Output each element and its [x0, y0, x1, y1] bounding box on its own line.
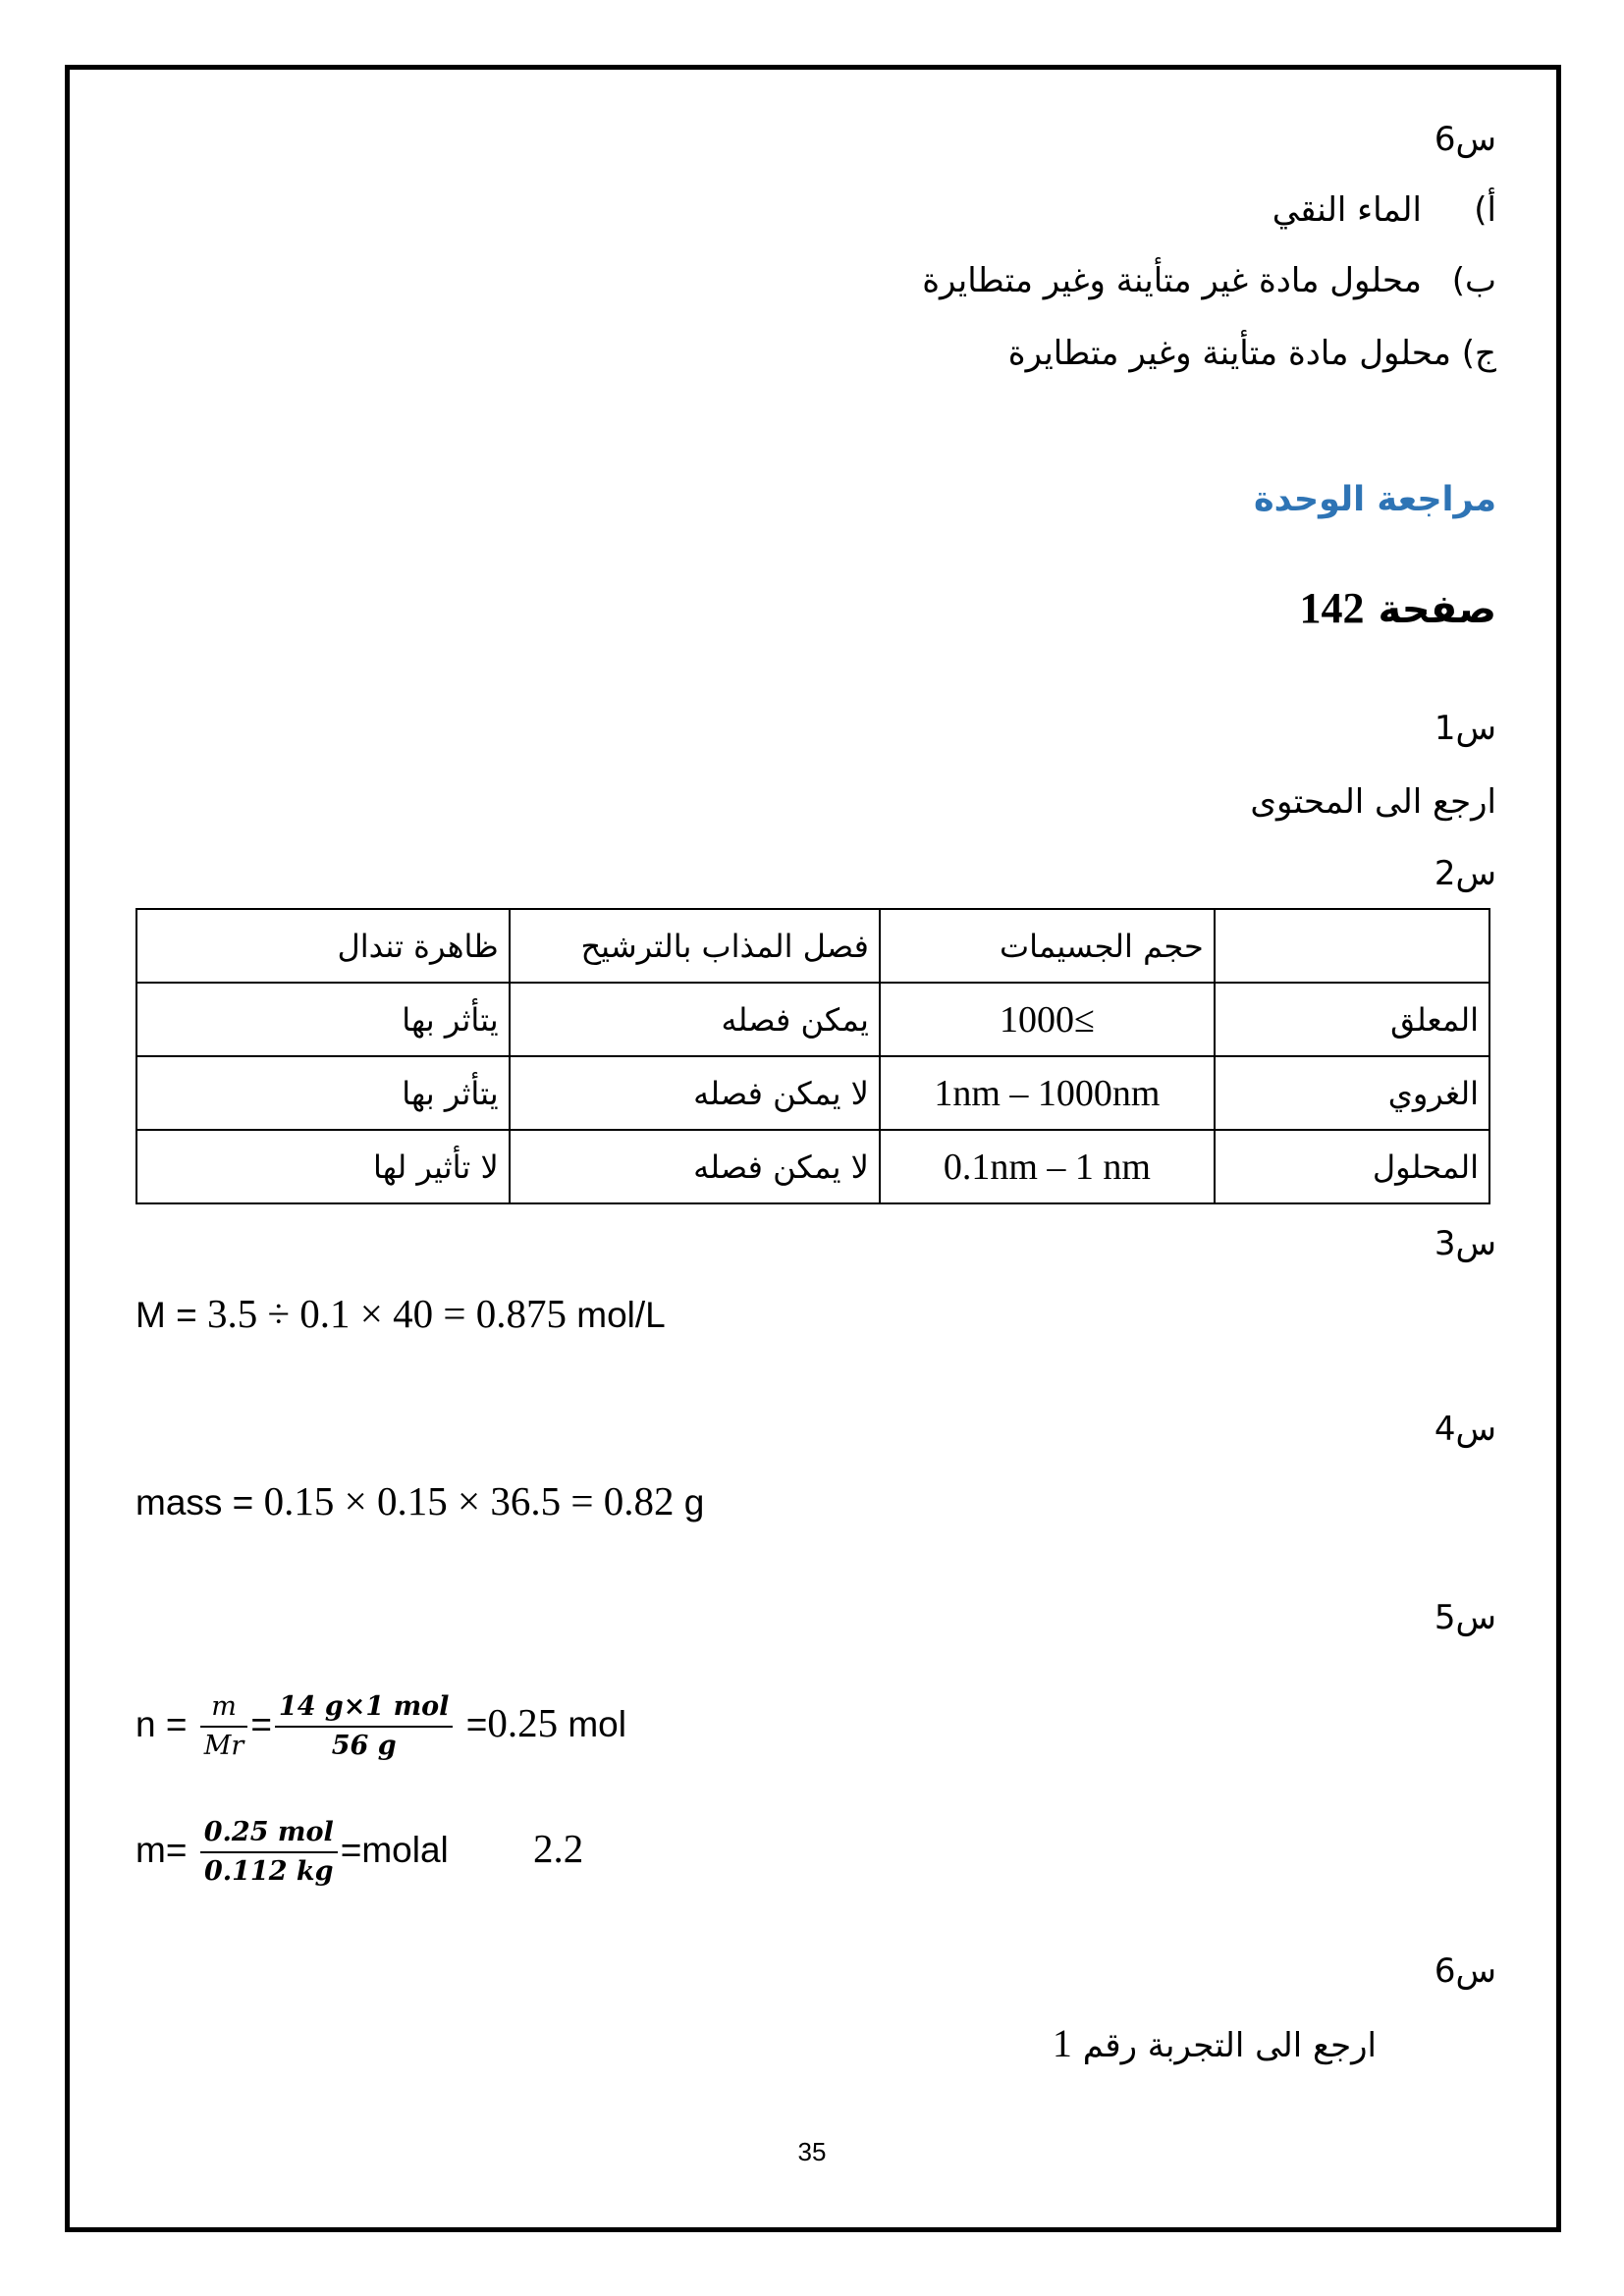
comparison-table — [135, 908, 1490, 1204]
table-header-row — [136, 909, 1489, 983]
q3-expression: 3.5 ÷ 0.1 × 40 = 0.875 — [207, 1291, 567, 1336]
question-1-label: س1 — [1434, 709, 1496, 748]
q3-lhs: M = — [135, 1295, 197, 1335]
q5-m-value: 2.2 — [533, 1825, 584, 1871]
question-4-label: س4 — [1434, 1410, 1496, 1449]
table-cell: لا تأثير لها — [136, 1130, 510, 1203]
fraction-moles-over-kg — [200, 1816, 338, 1889]
option-a-text: الماء النقي — [1272, 190, 1422, 230]
option-c-text: محلول مادة متأينة وغير متطايرة — [1007, 334, 1451, 373]
table-cell: الغروي — [1215, 1056, 1489, 1130]
q5-n-result: 0.25 — [487, 1699, 559, 1745]
option-a-marker: أ) — [1474, 190, 1496, 230]
q6-answer-number: 1 — [1052, 2021, 1072, 2065]
q5-equals: = — [250, 1703, 272, 1744]
page-reference — [1299, 584, 1496, 632]
table-header: حجم الجسيمات — [880, 909, 1215, 983]
table-cell: يمكن فصله — [510, 983, 880, 1056]
table-header: ظاهرة تندال — [136, 909, 510, 983]
table-cell: المحلول — [1215, 1130, 1489, 1203]
q6-answer-text: ارجع الى التجربة رقم — [1082, 2026, 1377, 2065]
q5-n-lhs: n = — [135, 1703, 188, 1744]
table-row — [136, 1056, 1489, 1130]
question-4-equation — [135, 1477, 704, 1526]
question-5-label: س5 — [1434, 1598, 1496, 1637]
option-c-marker: ج) — [1461, 334, 1496, 373]
q5-n-result-equals: = — [465, 1703, 488, 1744]
table-cell: 1nm – 1000nm — [880, 1056, 1215, 1130]
q4-lhs: mass = — [135, 1482, 254, 1522]
fraction-denominator: Mr — [203, 1731, 244, 1761]
table-cell: لا يمكن فصله — [510, 1130, 880, 1203]
fraction-numerator: m — [200, 1690, 248, 1728]
table-cell: يتأثر بها — [136, 1056, 510, 1130]
q4-unit: g — [683, 1482, 705, 1522]
question-5-moles-equation — [135, 1690, 626, 1763]
table-cell — [1215, 909, 1489, 983]
table-row — [136, 1130, 1489, 1203]
q5-n-unit: mol — [568, 1703, 626, 1744]
table-row — [136, 983, 1489, 1056]
question-6-label: س6 — [1434, 120, 1496, 159]
table-cell: 0.1nm – 1 nm — [880, 1130, 1215, 1203]
question-3-label: س3 — [1434, 1224, 1496, 1263]
question-2-label: س2 — [1434, 854, 1496, 893]
option-b — [922, 259, 1496, 302]
question-6-answer — [1053, 2022, 1377, 2067]
table-cell: لا يمكن فصله — [510, 1056, 880, 1130]
option-b-marker: ب) — [1451, 261, 1496, 300]
table-cell: يتأثر بها — [136, 983, 510, 1056]
option-c — [1008, 332, 1496, 375]
q4-expression: 0.15 × 0.15 × 36.5 = 0.82 — [263, 1478, 675, 1523]
q3-unit: mol/L — [576, 1295, 666, 1335]
q5-m-result: =molal — [340, 1829, 449, 1870]
question-6-bottom-label: س6 — [1434, 1951, 1496, 1991]
page-number: 35 — [797, 2137, 827, 2166]
fraction-m-over-mr — [200, 1690, 248, 1763]
fraction-numerator: 14 g×1 mol — [275, 1690, 454, 1728]
table-cell: 1000≤ — [880, 983, 1215, 1056]
option-a — [1272, 188, 1496, 232]
fraction-mass-over-molar-mass — [275, 1690, 454, 1763]
option-b-text: محلول مادة غير متأينة وغير متطايرة — [922, 261, 1422, 300]
q5-m-lhs: m= — [135, 1829, 188, 1870]
question-5-molality-equation — [135, 1816, 583, 1889]
fraction-denominator: 56 g — [331, 1731, 397, 1761]
question-1-answer: ارجع الى المحتوى — [1250, 782, 1496, 822]
section-heading: مراجعة الوحدة — [1253, 480, 1496, 519]
page-reference-word: صفحة — [1378, 587, 1496, 632]
table-cell: المعلق — [1215, 983, 1489, 1056]
fraction-denominator: 0.112 kg — [203, 1856, 334, 1887]
fraction-numerator: 0.25 mol — [200, 1816, 338, 1853]
question-3-equation — [135, 1290, 666, 1339]
page-reference-number: 142 — [1299, 584, 1365, 632]
table-header: فصل المذاب بالترشيح — [510, 909, 880, 983]
